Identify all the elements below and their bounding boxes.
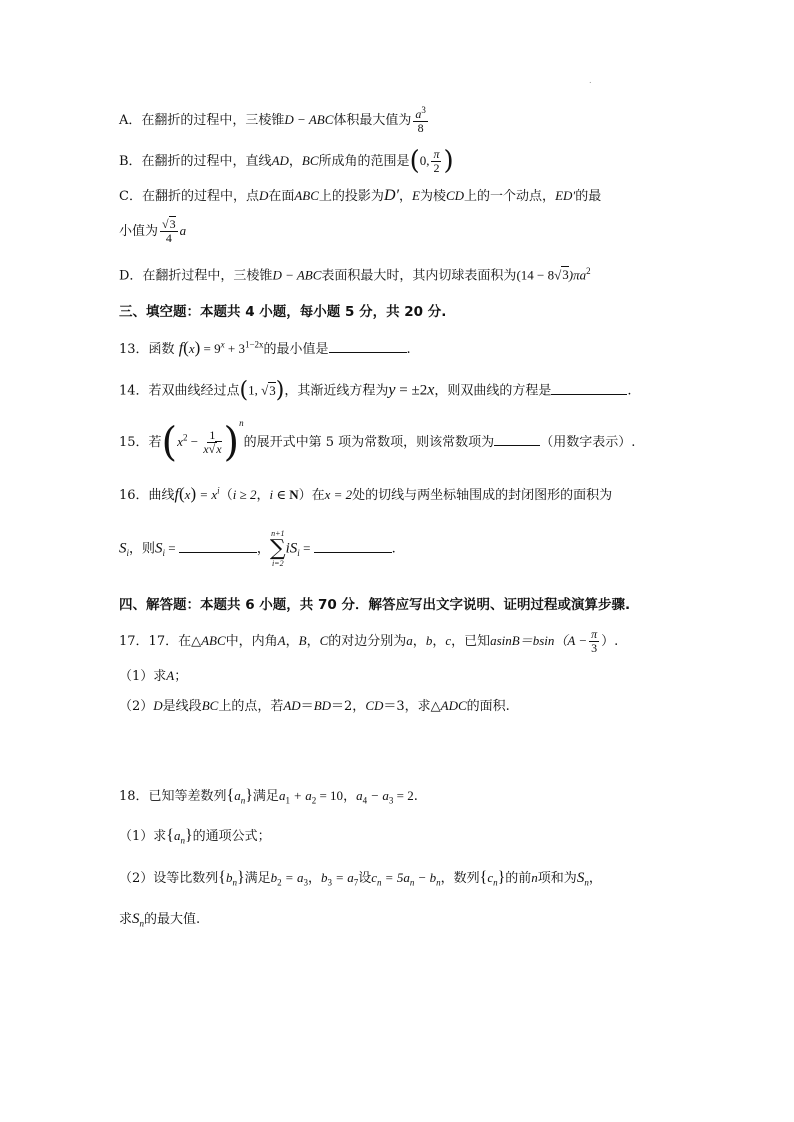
q18-eq-a7: = a <box>331 870 354 885</box>
q18-s4: 4 <box>362 795 368 806</box>
q18-cn-eq: = 5a <box>381 870 410 885</box>
q16-eq2: = <box>165 540 179 556</box>
q18-s3: 3 <box>388 795 394 806</box>
q16-i: i <box>217 485 220 496</box>
q16-x2: x = 2 <box>324 487 353 502</box>
q17-head: 17．17．在△ <box>119 634 202 650</box>
option-b-bc: BC <box>301 153 319 169</box>
q18-p3-sub: n <box>139 918 145 929</box>
option-a-num: a <box>415 107 422 121</box>
option-c-d: D <box>258 188 269 203</box>
q18-n-sub: n <box>240 795 246 806</box>
q16-si: S <box>155 540 163 557</box>
q16-end: . <box>391 541 396 557</box>
q18-sn: S <box>576 870 585 886</box>
q18-p2f: 的前 <box>505 871 532 886</box>
q17-p2-eq3: ＝3，求△ <box>383 699 441 714</box>
q18-eq2c: = 2 <box>393 788 414 803</box>
q17-sep4: ， <box>432 634 446 650</box>
q17-c: c <box>445 633 452 649</box>
option-b-ad: AD <box>271 153 289 169</box>
option-c-den: 4 <box>165 231 172 246</box>
q18-s-3b: 3 <box>327 877 332 888</box>
q16-cond3: ， <box>256 488 270 503</box>
open-paren: ( <box>409 146 420 176</box>
q17-p1-end: ； <box>174 669 188 684</box>
q13-end: . <box>406 342 411 357</box>
q17-b: b <box>425 633 433 649</box>
q17-sep1: ， <box>285 634 299 650</box>
q18-sn-sub: n <box>584 877 589 888</box>
q14-end: . <box>627 383 632 399</box>
q13-exp1: x <box>220 339 225 350</box>
q16-cond5: ）在 <box>298 488 325 503</box>
option-c-dprime: D′ <box>383 187 399 204</box>
q17-p2-c: 上的点，若 <box>218 699 284 714</box>
q18-nn: n <box>531 870 538 885</box>
option-b <box>119 146 454 177</box>
q13-answer-blank[interactable] <box>329 340 407 353</box>
q18-s-2: 2 <box>277 877 282 888</box>
q16-n: N <box>289 487 299 502</box>
option-c-line2 <box>119 218 186 245</box>
option-d-expr: D − ABC <box>272 267 322 283</box>
q16-summation: n+1 ∑ i=2 <box>269 529 286 568</box>
close-paren: ) <box>443 146 454 176</box>
question-16-line1: 16．曲线$f(x) = x^i(i \ge 2$，i ∈ N）在x = 2处的切线与两坐标轴围成的封闭图形的面积为 <box>119 484 613 503</box>
q16-cond2: i ≥ 2 <box>232 487 257 502</box>
q17-end: ）. <box>601 634 619 650</box>
q18-head: 18．已知等差数列 <box>119 789 227 804</box>
option-c-t3: ， <box>399 189 413 204</box>
q15-den2: x <box>216 442 222 456</box>
q18-cn-sub: n <box>377 877 382 888</box>
q18-p3a: 求 <box>119 912 133 927</box>
option-a-fraction <box>413 106 428 135</box>
q17-p2-adc: ADC <box>440 698 467 713</box>
q15-x: x <box>177 434 183 449</box>
q17-three: 3 <box>591 641 598 656</box>
q18-b2: b <box>270 870 278 885</box>
q16-sub-i: i <box>126 548 130 559</box>
question-16-line2 <box>119 530 396 568</box>
q18-s2: 2 <box>311 795 317 806</box>
q17-sep2: ， <box>306 634 320 650</box>
option-d-text: D．在翻折过程中，三棱锥 <box>119 268 273 284</box>
option-c-t2: 上的投影为 <box>318 189 384 204</box>
q15-end: （用数字表示）. <box>540 435 636 450</box>
option-d-val1: (14 − 8 <box>516 267 555 283</box>
q18-p1-n: n <box>180 835 185 846</box>
q16-sub-i2: i <box>162 548 166 559</box>
q14-pt1: 1, <box>248 382 262 398</box>
q16-x: x <box>184 487 191 502</box>
q17-t4: 的对边分别为 <box>328 634 407 650</box>
q17-pi: π <box>591 627 598 641</box>
q13-f: f <box>178 340 184 357</box>
q17-p2-b: 是线段 <box>162 699 202 714</box>
q13-tail: 的最小值是 <box>263 342 329 357</box>
option-a <box>119 106 430 135</box>
option-a-den: 8 <box>417 121 424 136</box>
q18-part-1: （1）求$\{a_n\}$的通项公式； <box>119 827 271 846</box>
option-d: D．在翻折过程中，三棱锥D − ABC表面积最大时，其内切球表面积为$(14 - 8√3)\pi a^2$ <box>119 266 591 284</box>
q18-end: . <box>413 789 418 804</box>
q17-p2-ad: AD <box>283 698 301 713</box>
q16-is: iS <box>285 540 298 557</box>
q14-answer-blank[interactable] <box>551 382 627 395</box>
q15-text: 15．若 <box>119 435 162 450</box>
q18-eq-a3: = a <box>281 870 304 885</box>
q14-asym: = ±2 <box>395 382 428 399</box>
q18-cn: c <box>371 870 378 885</box>
option-a-mid: 体积最大值为 <box>333 113 412 129</box>
q14-x: x <box>427 381 435 399</box>
option-b-fraction <box>431 148 441 175</box>
option-c-line1 <box>119 186 601 205</box>
q16-sub-i3: i <box>297 548 300 559</box>
q16-answer-blank-1[interactable] <box>179 540 257 553</box>
q18-cseq-sub: n <box>493 877 498 888</box>
option-a-expr: D − ABC <box>284 112 334 128</box>
q16-upper: n+1 <box>271 529 285 538</box>
page-mark: . <box>589 76 592 85</box>
q18-a3: − a <box>367 788 389 803</box>
q18-part-2: （2）设等比数列$\{b_n\}$满足$b_2 = a_3$，$b_3 = a_7$设$c_n = 5a_n - b_n$，数列$\{c_n\}$的前n项和为$S_n$， <box>119 869 602 888</box>
q18-s-7: 7 <box>353 877 359 888</box>
q17-a-cap: A <box>277 633 286 649</box>
option-d-exp: 2 <box>586 266 591 276</box>
question-14: 14．若双曲线经过点(1, √3)，其渐近线方程为y = ±2x，则双曲线的方程是 . <box>119 378 632 403</box>
section-4-heading: 四、解答题：本题共 6 小题，共 70 分．解答应写出文字说明、证明过程或演算步骤. <box>119 597 631 613</box>
q18-bn-sub: n <box>232 877 237 888</box>
q15-n: n <box>239 418 244 428</box>
option-d-val3: )πa <box>568 267 587 283</box>
q18-s-3: 3 <box>303 877 308 888</box>
q17-p2-label: （2） <box>119 699 154 714</box>
question-17 <box>119 628 618 655</box>
q15-den1: x <box>203 442 209 456</box>
q16-eq3: = <box>299 540 314 556</box>
q18-bn: b <box>225 870 233 885</box>
q18-an-sub: n <box>409 877 415 888</box>
q15-tail: 的展开式中第 5 项为常数项，则该常数项为 <box>243 435 495 450</box>
q17-p1-a: A <box>166 668 175 683</box>
q17-p1-text: （1）求 <box>119 669 167 684</box>
q18-a2: + a <box>289 788 312 803</box>
option-a-text: A．在翻折的过程中，三棱锥 <box>119 113 285 129</box>
q17-p2-eq2: ＝2， <box>331 699 366 714</box>
q13-text: 13．函数 <box>119 342 175 357</box>
q18-b3: b <box>320 870 328 885</box>
q18-end2: ， <box>588 871 602 886</box>
q18-eq1c: = 10 <box>316 788 344 803</box>
q18-bn-sub2: n <box>436 877 441 888</box>
q17-p2-end: 的面积. <box>466 699 510 714</box>
q17-p2-eq1: ＝ <box>300 699 314 714</box>
q18-p2e: ，数列 <box>440 871 480 886</box>
q17-part-1 <box>119 668 187 685</box>
q17-a: a <box>406 633 413 649</box>
q14-pt2: 3 <box>269 382 276 398</box>
q18-p2g: 项和为 <box>537 871 577 886</box>
q18-a4: a <box>356 788 363 803</box>
q18-p1-text: （1）求 <box>119 829 167 844</box>
q16-text: 16．曲线 <box>119 488 175 503</box>
q18-cseq: c <box>487 870 494 885</box>
q18-t1: 满足 <box>252 789 279 804</box>
q16-tail: 处的切线与两坐标轴围成的封闭图形的面积为 <box>352 488 613 503</box>
q17-abc: ABC <box>201 633 226 649</box>
option-c-cd: CD <box>445 188 465 203</box>
q16-cond1: （ <box>219 488 233 503</box>
option-d-val2: 3 <box>562 267 569 283</box>
q18-t2: ， <box>343 789 357 804</box>
q18-s1: 1 <box>285 795 290 806</box>
q17-c-cap: C <box>319 633 329 649</box>
q18-p1-end: 的通项公式； <box>192 829 271 844</box>
q16-lower: i=2 <box>271 559 284 568</box>
q16-then: ，则 <box>129 541 156 557</box>
q16-s: S <box>119 540 127 557</box>
q18-p3-s: S <box>132 911 140 927</box>
option-b-mid: 所成角的范围是 <box>318 154 410 170</box>
q17-b-cap: B <box>298 633 307 649</box>
option-c-edprime: ED′ <box>555 188 576 203</box>
q14-mid: ，其渐近线方程为 <box>284 383 389 399</box>
q14-text: 14．若双曲线经过点 <box>119 383 240 399</box>
option-c-t5: 上的一个动点， <box>464 189 556 204</box>
q13-plus: + 3 <box>224 341 245 356</box>
option-c-t1: 在面 <box>268 189 295 204</box>
q18-an: a <box>234 788 241 803</box>
option-b-comma: ， <box>288 154 302 170</box>
q18-p1-an: a <box>173 828 181 843</box>
q17-t1: 中，内角 <box>225 634 278 650</box>
q17-equation: asinB＝bsin（A − <box>490 633 588 649</box>
option-a-exp: 3 <box>421 105 426 115</box>
q17-p2-cd: CD <box>365 698 384 713</box>
q18-p2-text: （2）设等比数列 <box>119 871 219 886</box>
q16-f: f <box>174 486 179 503</box>
q16-answer-blank-2[interactable] <box>314 540 392 553</box>
q14-y: y <box>388 381 396 399</box>
section-3-heading: 三、填空题：本题共 4 小题，每小题 5 分，共 20 分. <box>119 304 447 320</box>
question-15: 15．若($x^2$ − $\frac{1}{x√x}$ )$^n$的展开式中第 5 项为常数项，则该常数项为 （用数字表示）. <box>119 418 636 466</box>
q17-part-2 <box>119 698 510 715</box>
q16-cond4: i ∈ <box>269 487 290 502</box>
option-c-num: 3 <box>169 217 176 231</box>
q18-p2b: 满足 <box>244 871 271 886</box>
q18-part-3 <box>119 910 200 929</box>
q17-fraction <box>589 628 599 655</box>
option-d-mid: 表面积最大时，其内切球表面积为 <box>321 268 517 284</box>
q15-exp: 2 <box>182 432 188 443</box>
q17-p2-bc: BC <box>201 698 219 713</box>
q17-p2-d: D <box>153 698 163 713</box>
option-b-two: 2 <box>433 161 440 176</box>
option-c-text: C．在翻折的过程中，点 <box>119 189 259 204</box>
question-18: 18．已知等差数列$\{a_n\}$满足$a_1 + a_2 = 10$，$a_4 - a_3 = 2$. <box>119 787 418 806</box>
option-c-t4: 为棱 <box>419 189 446 204</box>
option-b-lo: 0, <box>419 153 430 169</box>
q18-cn-minus: − b <box>414 870 437 885</box>
q17-p2-bd: BD <box>313 698 332 713</box>
q18-p3b: 的最大值. <box>144 912 201 927</box>
q13-x: x <box>188 341 195 356</box>
option-c-t6: 的最 <box>575 189 602 204</box>
q17-sep3: ， <box>412 634 426 650</box>
q18-p2c: ， <box>307 871 321 886</box>
q15-minus: − <box>187 434 202 449</box>
q15-fraction: $\frac{1}{x√x}$ <box>203 427 222 456</box>
option-c-a: a <box>179 223 187 239</box>
q18-a1: a <box>278 788 286 803</box>
option-c-e: E <box>412 188 420 203</box>
q17-t7: ，已知 <box>451 634 491 650</box>
q15-one: 1 <box>209 427 216 442</box>
option-b-pi: π <box>433 146 440 161</box>
q14-tail: ，则双曲线的方程是 <box>434 383 552 399</box>
option-b-text: B．在翻折的过程中，直线 <box>119 154 272 170</box>
q13-eq: = 9 <box>200 341 221 356</box>
q16-comma: ， <box>256 541 270 557</box>
option-c-line2-text: 小值为 <box>119 224 159 240</box>
option-c-abc: ABC <box>294 188 319 203</box>
q16-eq: = x <box>196 487 218 502</box>
q15-answer-blank[interactable] <box>494 433 540 446</box>
q13-exp2: 1−2x <box>244 339 264 350</box>
q18-p2d: 设 <box>358 871 372 886</box>
question-13: 13．函数 $f(x) = 9^x + 3^{1-2x}$的最小值是 . <box>119 338 411 357</box>
option-c-fraction: $\frac{√3}{4}$ <box>162 217 176 246</box>
